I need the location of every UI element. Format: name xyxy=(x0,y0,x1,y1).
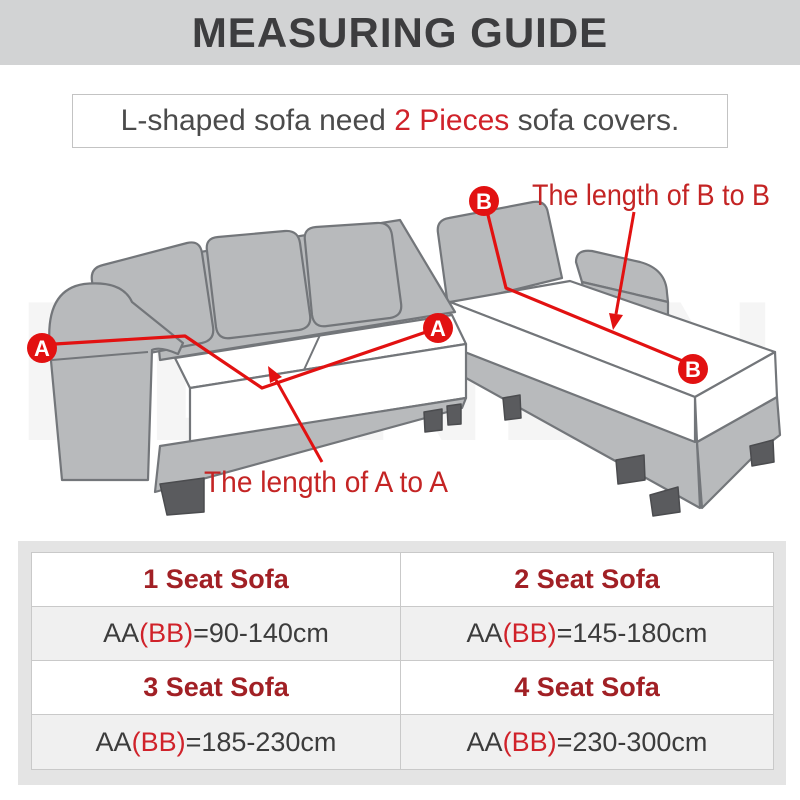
table-header-cell xyxy=(32,661,401,715)
table-header-cell xyxy=(401,661,773,715)
sofa-foot xyxy=(424,409,442,432)
table-value-cell xyxy=(401,715,773,769)
size-range-text: AA(BB)=185-230cm xyxy=(95,726,337,757)
table-header-cell xyxy=(32,553,401,607)
sofa-measuring-diagram xyxy=(0,150,800,550)
label-b-to-b: The length of B to B xyxy=(532,179,770,212)
seat-type-label: 2 Seat Sofa xyxy=(514,564,660,594)
page-title: MEASURING GUIDE xyxy=(191,8,609,56)
sofa-back-cushion xyxy=(305,223,402,326)
size-table xyxy=(31,552,774,770)
seat-type-label: 3 Seat Sofa xyxy=(143,672,289,702)
sofa-foot xyxy=(160,478,204,515)
notice-text-suffix: sofa covers. xyxy=(509,104,680,137)
table-header-cell xyxy=(401,553,773,607)
table-value-cell xyxy=(401,607,773,661)
sofa-back-cushion xyxy=(207,231,311,338)
table-value-cell xyxy=(32,715,401,769)
marker-b-bottom-letter: B xyxy=(685,357,701,382)
chaise-foot xyxy=(503,395,521,420)
notice-text-prefix: L-shaped sofa need xyxy=(120,104,395,137)
chaise-foot xyxy=(616,455,645,484)
notice-box xyxy=(72,94,728,148)
diagram-svg xyxy=(0,150,800,550)
marker-a-right-letter: A xyxy=(430,316,446,341)
marker-a-left-letter: A xyxy=(34,336,50,361)
sofa-foot xyxy=(447,404,461,425)
size-range-text: AA(BB)=230-300cm xyxy=(466,726,708,757)
table-value-cell xyxy=(32,607,401,661)
chaise-foot xyxy=(650,487,680,516)
notice-text-highlight: 2 Pieces xyxy=(394,104,510,137)
label-a-to-a: The length of A to A xyxy=(204,466,448,499)
size-table-panel xyxy=(18,541,786,785)
size-range-text: AA(BB)=145-180cm xyxy=(466,618,708,648)
seat-type-label: 4 Seat Sofa xyxy=(514,672,660,702)
seat-type-label: 1 Seat Sofa xyxy=(143,564,289,594)
size-range-text: AA(BB)=90-140cm xyxy=(103,618,329,648)
title-banner xyxy=(0,0,800,65)
marker-b-top-letter: B xyxy=(476,189,492,214)
